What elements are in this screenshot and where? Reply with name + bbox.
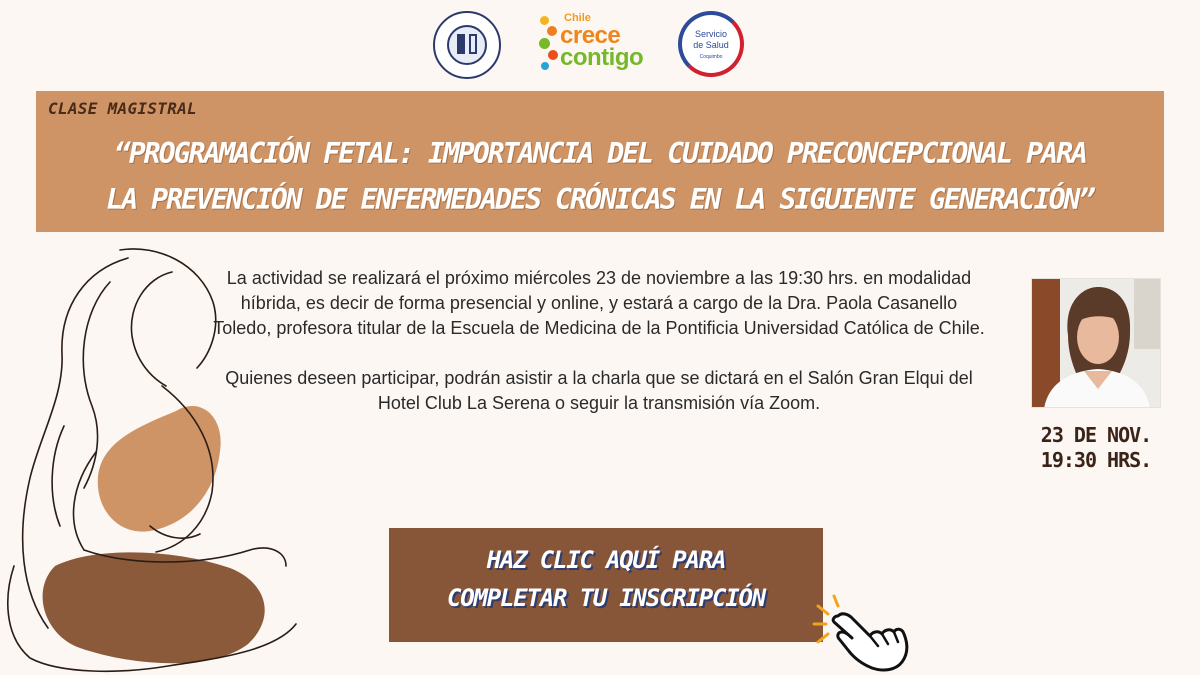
- speaker-photo: [1031, 278, 1161, 408]
- chile-label: Chile: [564, 12, 591, 24]
- logo-bar: [0, 8, 1200, 78]
- registration-button-label[interactable]: [389, 541, 823, 617]
- lecture-title-line-2: LA PREVENCIÓN DE ENFERMEDADES CRÓNICAS EN LA SIGUIENTE GENERACIÓN”: [106, 183, 1094, 216]
- description-paragraph-2: Quienes deseen participar, podrán asistir a la charla que se dictará en el Salón Gran Elqui del Hotel Club La Serena o seguir la transmisión vía Zoom.: [225, 368, 973, 413]
- salud-line-2: de Salud: [693, 40, 729, 50]
- crece-label: crece: [560, 22, 621, 49]
- registration-button[interactable]: [389, 528, 823, 642]
- class-type-label: CLASE MAGISTRAL: [48, 99, 197, 118]
- event-date-time: [1018, 423, 1174, 473]
- salud-line-3: Coquimbo: [699, 54, 723, 60]
- contigo-label: contigo: [560, 44, 644, 71]
- chile-crece-contigo-logo: [538, 12, 644, 78]
- description-paragraph-1: La actividad se realizará el próximo miércoles 23 de noviembre a las 19:30 hrs. en modalidad híbrida, es decir de forma presencial y online, y estará a cargo de la Dra. Paola Casanello Toledo, profesora titular de la Escuela de Medicina de la Pontificia Universidad Católica de Chile.: [213, 268, 985, 338]
- event-time: 19:30 HRS.: [1040, 448, 1152, 472]
- registration-label-line-2[interactable]: COMPLETAR TU INSCRIPCIÓN: [447, 584, 765, 612]
- pointing-hand-icon[interactable]: [812, 592, 912, 672]
- servicio-de-salud-logo: [678, 11, 744, 77]
- seal-emblem-icon: [447, 25, 487, 65]
- registration-label-line-1[interactable]: HAZ CLIC AQUÍ PARA: [486, 546, 726, 574]
- salud-line-1: Servicio: [694, 29, 727, 39]
- speaker-portrait-image: [1032, 279, 1161, 408]
- lecture-title: [50, 131, 1150, 223]
- lecture-title-line-1: “PROGRAMACIÓN FETAL: IMPORTANCIA DEL CUIDADO PRECONCEPCIONAL PARA: [113, 137, 1087, 170]
- event-date: 23 DE NOV.: [1040, 423, 1152, 447]
- event-description: [210, 266, 988, 416]
- sociedad-chilena-seal-logo: [433, 11, 501, 79]
